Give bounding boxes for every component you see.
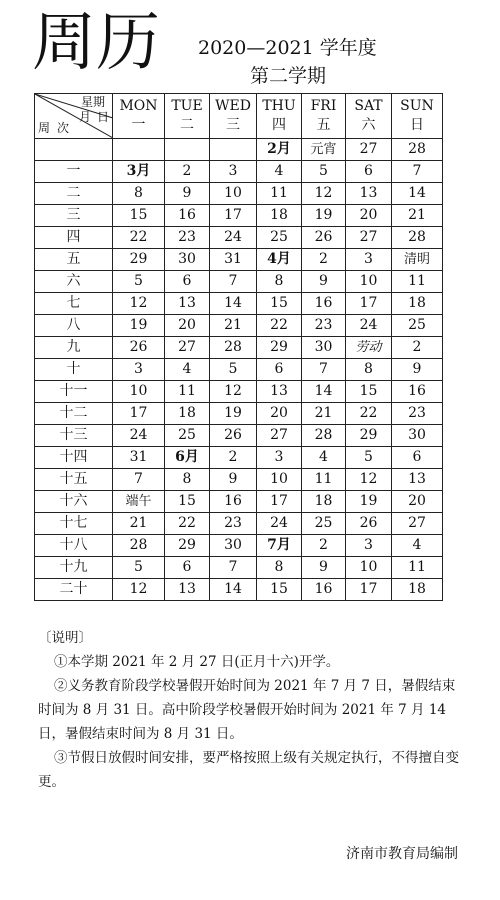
day-cell: 19 xyxy=(302,205,346,227)
day-cell: 17 xyxy=(346,293,392,315)
day-cell: 5 xyxy=(210,359,257,381)
day-cell: 6 xyxy=(257,359,302,381)
day-cell: 30 xyxy=(210,535,257,557)
day-cell: 15 xyxy=(113,205,165,227)
day-cell: 11 xyxy=(257,183,302,205)
day-cell: 25 xyxy=(302,513,346,535)
day-cell: 24 xyxy=(346,315,392,337)
week-number: 一 xyxy=(35,161,113,183)
day-cell: 29 xyxy=(257,337,302,359)
day-cell: 31 xyxy=(113,447,165,469)
day-cell: 9 xyxy=(302,271,346,293)
day-cell: 8 xyxy=(165,469,210,491)
week-number: 二 xyxy=(35,183,113,205)
day-cell: 3 xyxy=(113,359,165,381)
week-calendar-table xyxy=(34,93,443,601)
day-cell: 23 xyxy=(302,315,346,337)
day-cell: 2 xyxy=(210,447,257,469)
day-cell: 25 xyxy=(392,315,443,337)
day-cell: 26 xyxy=(113,337,165,359)
day-cell xyxy=(210,139,257,161)
day-cell: 20 xyxy=(257,403,302,425)
day-cell: 6月 xyxy=(165,447,210,469)
day-cell: 4月 xyxy=(257,249,302,271)
day-cell: 2 xyxy=(165,161,210,183)
day-cell: 5 xyxy=(113,271,165,293)
note-item-2: ②义务教育阶段学校暑假开始时间为 2021 年 7 月 7 日，暑假结束时间为 8 月 31 日。高中阶段学校暑假开始时间为 2021 年 7 月 14 日，暑假结束时间为 8 月 31 日。 xyxy=(38,678,456,742)
day-cell: 10 xyxy=(346,271,392,293)
day-cell: 14 xyxy=(302,381,346,403)
week-row xyxy=(35,249,443,271)
day-header-sat xyxy=(346,94,392,139)
day-cell: 6 xyxy=(165,271,210,293)
week-number: 六 xyxy=(35,271,113,293)
day-cell: 24 xyxy=(113,425,165,447)
day-cell: 12 xyxy=(346,469,392,491)
corner-weekday-label: 星期 xyxy=(81,95,106,109)
day-cell: 19 xyxy=(346,491,392,513)
day-cell: 11 xyxy=(165,381,210,403)
day-cell: 26 xyxy=(210,425,257,447)
day-cell: 13 xyxy=(392,469,443,491)
day-cell: 8 xyxy=(113,183,165,205)
day-cell: 8 xyxy=(346,359,392,381)
page-title: 周历 xyxy=(32,6,160,80)
day-cell: 24 xyxy=(210,227,257,249)
day-cell: 26 xyxy=(346,513,392,535)
day-header-zh: 三 xyxy=(226,117,240,133)
day-cell: 4 xyxy=(257,161,302,183)
day-cell: 29 xyxy=(113,249,165,271)
week-row xyxy=(35,205,443,227)
day-cell: 21 xyxy=(210,315,257,337)
day-cell: 17 xyxy=(257,491,302,513)
day-cell: 27 xyxy=(392,513,443,535)
week-number: 四 xyxy=(35,227,113,249)
day-cell: 30 xyxy=(165,249,210,271)
day-cell: 15 xyxy=(257,293,302,315)
term-label: 第二学期 xyxy=(250,65,327,87)
week-number: 十二 xyxy=(35,403,113,425)
day-cell: 3 xyxy=(346,535,392,557)
day-cell: 8 xyxy=(257,557,302,579)
week-number: 十七 xyxy=(35,513,113,535)
day-cell: 16 xyxy=(392,381,443,403)
day-cell: 28 xyxy=(302,425,346,447)
day-cell: 12 xyxy=(113,293,165,315)
day-header-zh: 一 xyxy=(131,117,146,133)
day-cell: 22 xyxy=(113,227,165,249)
day-cell: 26 xyxy=(302,227,346,249)
day-cell: 9 xyxy=(210,469,257,491)
week-number: 八 xyxy=(35,315,113,337)
week-row xyxy=(35,535,443,557)
day-cell: 5 xyxy=(346,447,392,469)
day-cell: 23 xyxy=(165,227,210,249)
academic-year: 2020—2021 学年度 xyxy=(198,37,377,59)
day-cell: 2月 xyxy=(257,139,302,161)
day-header-zh: 五 xyxy=(316,117,331,133)
day-cell: 18 xyxy=(392,293,443,315)
day-cell: 8 xyxy=(257,271,302,293)
note-item-1: ①本学期 2021 年 2 月 27 日(正月十六)开学。 xyxy=(54,654,340,670)
day-cell: 14 xyxy=(392,183,443,205)
week-row xyxy=(35,403,443,425)
day-cell: 元宵 xyxy=(302,139,346,161)
week-number: 九 xyxy=(35,337,113,359)
day-cell: 3 xyxy=(346,249,392,271)
week-number: 十五 xyxy=(35,469,113,491)
day-header-wed xyxy=(210,94,257,139)
day-cell: 4 xyxy=(302,447,346,469)
day-cell: 3 xyxy=(210,161,257,183)
day-cell: 劳动 xyxy=(346,337,392,359)
day-cell: 27 xyxy=(165,337,210,359)
week-row xyxy=(35,469,443,491)
day-cell: 28 xyxy=(392,227,443,249)
day-cell: 22 xyxy=(346,403,392,425)
week-row xyxy=(35,227,443,249)
day-cell: 20 xyxy=(346,205,392,227)
day-cell: 21 xyxy=(113,513,165,535)
week-row xyxy=(35,359,443,381)
day-cell: 端午 xyxy=(113,491,165,513)
day-cell: 15 xyxy=(257,579,302,601)
day-header-zh: 四 xyxy=(272,117,286,133)
week-row xyxy=(35,293,443,315)
day-cell: 清明 xyxy=(392,249,443,271)
week-row xyxy=(35,425,443,447)
day-cell: 7 xyxy=(210,557,257,579)
day-cell: 16 xyxy=(165,205,210,227)
day-cell: 13 xyxy=(165,579,210,601)
day-cell: 6 xyxy=(346,161,392,183)
week-row xyxy=(35,315,443,337)
week-row xyxy=(35,579,443,601)
day-header-fri xyxy=(302,94,346,139)
publisher-signature: 济南市教育局编制 xyxy=(346,846,458,862)
day-cell: 4 xyxy=(392,535,443,557)
day-cell: 18 xyxy=(165,403,210,425)
day-header-en: SAT xyxy=(354,98,383,114)
header-row xyxy=(35,94,443,139)
week-number: 十八 xyxy=(35,535,113,557)
day-cell: 10 xyxy=(257,469,302,491)
day-cell: 22 xyxy=(165,513,210,535)
day-cell: 14 xyxy=(210,293,257,315)
day-cell: 14 xyxy=(210,579,257,601)
week-row xyxy=(35,557,443,579)
day-cell: 7 xyxy=(113,469,165,491)
day-cell: 12 xyxy=(113,579,165,601)
week-row xyxy=(35,447,443,469)
day-cell: 9 xyxy=(392,359,443,381)
day-cell: 9 xyxy=(165,183,210,205)
day-cell: 23 xyxy=(210,513,257,535)
week-number: 十四 xyxy=(35,447,113,469)
day-header-en: MON xyxy=(119,98,158,114)
day-cell: 17 xyxy=(210,205,257,227)
day-cell: 11 xyxy=(392,557,443,579)
week-number: 十一 xyxy=(35,381,113,403)
week-row xyxy=(35,161,443,183)
day-cell: 18 xyxy=(392,579,443,601)
day-cell: 20 xyxy=(392,491,443,513)
day-header-zh: 日 xyxy=(410,117,424,133)
day-header-en: THU xyxy=(262,98,296,114)
day-header-mon xyxy=(113,94,165,139)
day-cell: 21 xyxy=(392,205,443,227)
day-header-tue xyxy=(165,94,210,139)
day-header-en: TUE xyxy=(171,98,203,114)
day-cell: 3月 xyxy=(113,161,165,183)
week-row xyxy=(35,513,443,535)
day-cell: 5 xyxy=(302,161,346,183)
day-cell: 10 xyxy=(113,381,165,403)
day-cell: 27 xyxy=(257,425,302,447)
day-cell: 7月 xyxy=(257,535,302,557)
week-number: 十三 xyxy=(35,425,113,447)
day-cell: 2 xyxy=(302,535,346,557)
day-header-zh: 六 xyxy=(361,117,376,133)
day-cell: 10 xyxy=(210,183,257,205)
day-header-en: SUN xyxy=(400,98,434,114)
day-cell: 11 xyxy=(302,469,346,491)
day-cell xyxy=(113,139,165,161)
day-cell: 19 xyxy=(210,403,257,425)
notes-heading: 〔说明〕 xyxy=(38,630,92,646)
week-row xyxy=(35,139,443,161)
day-cell: 10 xyxy=(346,557,392,579)
notes-section xyxy=(38,626,468,794)
day-cell: 11 xyxy=(392,271,443,293)
corner-cell xyxy=(35,94,113,139)
corner-day-label: 日 xyxy=(97,110,110,124)
day-cell: 24 xyxy=(257,513,302,535)
day-cell: 28 xyxy=(210,337,257,359)
day-cell: 18 xyxy=(302,491,346,513)
note-item-3: ③节假日放假时间安排，要严格按照上级有关规定执行，不得擅自变更。 xyxy=(38,750,459,790)
day-cell: 29 xyxy=(165,535,210,557)
week-row xyxy=(35,183,443,205)
day-cell: 7 xyxy=(392,161,443,183)
day-cell: 25 xyxy=(257,227,302,249)
day-cell: 31 xyxy=(210,249,257,271)
day-header-en: WED xyxy=(215,98,251,114)
day-cell: 13 xyxy=(165,293,210,315)
day-cell: 7 xyxy=(302,359,346,381)
week-number: 五 xyxy=(35,249,113,271)
week-number: 十 xyxy=(35,359,113,381)
day-cell: 20 xyxy=(165,315,210,337)
week-number: 三 xyxy=(35,205,113,227)
day-header-thu xyxy=(257,94,302,139)
day-cell: 28 xyxy=(392,139,443,161)
day-cell: 19 xyxy=(113,315,165,337)
day-cell: 23 xyxy=(392,403,443,425)
day-cell: 7 xyxy=(210,271,257,293)
day-header-sun xyxy=(392,94,443,139)
day-cell: 30 xyxy=(392,425,443,447)
week-row xyxy=(35,381,443,403)
day-cell: 17 xyxy=(346,579,392,601)
day-cell: 6 xyxy=(392,447,443,469)
corner-week-label: 周 xyxy=(38,121,51,135)
day-cell: 28 xyxy=(113,535,165,557)
day-cell: 13 xyxy=(346,183,392,205)
week-number: 二十 xyxy=(35,579,113,601)
week-number: 十九 xyxy=(35,557,113,579)
day-cell: 6 xyxy=(165,557,210,579)
day-header-en: FRI xyxy=(310,98,337,114)
day-cell: 18 xyxy=(257,205,302,227)
day-cell: 12 xyxy=(302,183,346,205)
week-number xyxy=(35,139,113,161)
day-cell: 16 xyxy=(210,491,257,513)
day-cell: 30 xyxy=(302,337,346,359)
week-number: 十六 xyxy=(35,491,113,513)
day-cell: 25 xyxy=(165,425,210,447)
day-cell: 15 xyxy=(165,491,210,513)
corner-order-label: 次 xyxy=(57,121,70,135)
day-cell: 16 xyxy=(302,579,346,601)
day-cell: 9 xyxy=(302,557,346,579)
day-cell: 21 xyxy=(302,403,346,425)
day-cell: 29 xyxy=(346,425,392,447)
day-cell xyxy=(165,139,210,161)
day-cell: 5 xyxy=(113,557,165,579)
day-cell: 2 xyxy=(392,337,443,359)
day-cell: 17 xyxy=(113,403,165,425)
day-cell: 27 xyxy=(346,139,392,161)
week-number: 七 xyxy=(35,293,113,315)
day-header-zh: 二 xyxy=(180,117,194,133)
day-cell: 13 xyxy=(257,381,302,403)
week-row xyxy=(35,337,443,359)
day-cell: 15 xyxy=(346,381,392,403)
week-row xyxy=(35,271,443,293)
day-cell: 12 xyxy=(210,381,257,403)
day-cell: 4 xyxy=(165,359,210,381)
corner-month-label: 月 xyxy=(79,110,92,124)
day-cell: 3 xyxy=(257,447,302,469)
day-cell: 22 xyxy=(257,315,302,337)
week-row xyxy=(35,491,443,513)
day-cell: 2 xyxy=(302,249,346,271)
day-cell: 27 xyxy=(346,227,392,249)
day-cell: 16 xyxy=(302,293,346,315)
